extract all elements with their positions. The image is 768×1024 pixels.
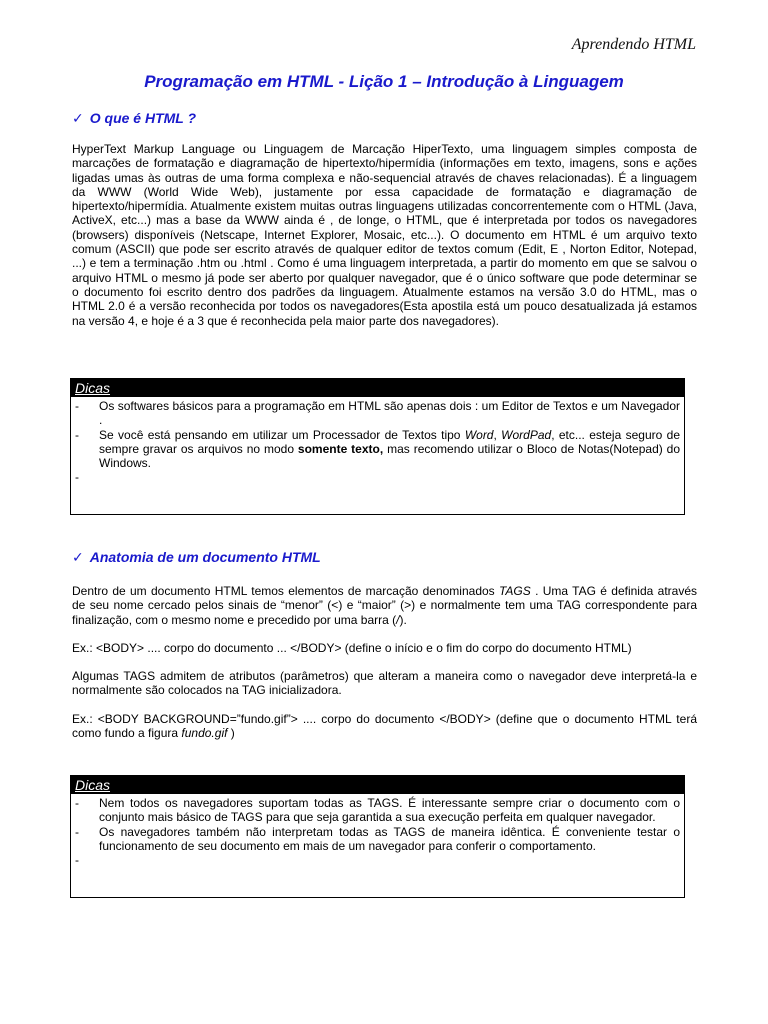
tips-item [75,428,680,471]
section-heading-anatomy [72,549,321,566]
text: Ex.: <BODY BACKGROUND=”fundo.gif”> .... corpo do documento </BODY> (define que o documento HTML terá como fundo a figura [72,711,697,741]
tips-item-text: , [493,427,502,442]
bold-term: somente texto, [297,441,384,456]
tips-item [75,399,680,428]
italic-term: / [396,612,400,627]
dash-bullet: - [75,853,79,868]
checkmark-icon: ✓ [72,549,84,565]
paragraph: Algumas TAGS admitem de atributos (parâmetros) que alteram a maneira como o navegador deve interpretá-la e normalmente são colocados na TAG inicializadora. [72,669,697,698]
italic-term: TAGS [498,584,531,598]
text: Dentro de um documento HTML temos elementos de marcação denominados [72,584,499,598]
tips-item [75,796,680,825]
italic-term: WordPad [501,427,552,442]
text: ) [227,726,235,741]
tips-heading: Dicas [71,379,684,397]
italic-term: Word [464,427,494,442]
tips-list [71,397,684,485]
checkmark-icon: ✓ [72,110,84,126]
header-running-title: Aprendendo HTML [571,36,696,53]
section-body-what-is-html [72,142,697,328]
tips-item-text: Se você está pensando em utilizar um Processador de Textos tipo [99,427,465,442]
tips-heading: Dicas [71,776,684,794]
section-heading-text: O que é HTML ? [89,110,197,126]
paragraph-example: Ex.: <BODY> .... corpo do documento ... </BODY> (define o início e o fim do corpo do documento HTML) [72,640,632,655]
tips-box [70,378,685,515]
page-title: Programação em HTML - Lição 1 – Introdução à Linguagem [144,72,624,91]
tips-item-text: Nem todos os navegadores suportam todas as TAGS. É interessante sempre criar o documento com o conjunto mais básico de TAGS para que seja garantida a sua execução perfeita em qualquer navegador. [99,796,680,825]
dash-bullet: - [75,796,79,810]
text: ). [399,612,407,627]
tips-box [70,775,685,898]
section-body-anatomy [72,584,697,740]
italic-term: fundo.gif [181,726,228,741]
section-heading-what-is-html [72,110,196,127]
tips-item-text: Os navegadores também não interpretam todas as TAGS de maneira idêntica. É conveniente testar o funcionamento de seu documento em mais de um navegador para conferir o comportamento. [99,824,680,853]
tips-item [75,825,680,854]
paragraph-example [72,712,697,741]
paragraph [72,584,697,627]
text: . Uma TAG é definida através de seu nome cercado pelos sinais de “menor” (<) e “maior” (>) e normalmente tem uma TAG correspondente para finalização, com o mesmo nome e precedido por uma barra ( [72,584,697,627]
tips-list [71,794,684,868]
paragraph: HyperText Markup Language ou Linguagem de Marcação HiperTexto, uma linguagem simples composta de marcações de formatação e diagramação de hipertexto/hipermídia (informações em texto, imagens, sons e ações ligadas umas às outras de uma forma complexa e não-sequencial através de chaves relacionadas). É a linguagem da WWW (World Wide Web), justamente por essa capacidade de formatação e diagramação de hipertexto/hipermídia. Atualmente existem muitas outras linguagens utilizadas concorrentemente com o HTML (Java, ActiveX, etc...) mas a base da WWW ainda é , de longe, o HTML, que é interpretada por todos os navegadores (browsers) disponíveis (Netscape, Internet Explorer, Mosaic, etc...). O documento em HTML é um arquivo texto comum (ASCII) que pode ser escrito através de qualquer editor de textos comum (Edit, E , Norton Editor, Notepad, ...) e tem a terminação .htm ou .html . Como é uma linguagem interpretada, a partir do momento em que se salvou o arquivo HTML o mesmo já pode ser aberto por qualquer navegador, que é o único software que pode determinar se o documento foi escrito dentro dos padrões da linguagem. Atualmente estamos na versão 3.0 do HTML, mas o HTML 2.0 é a versão reconhecida por todos os navegadores(Esta apostila está um pouco desatualizada já estamos na versão 4, e hoje é a 3 que é reconhecida pela maior parte dos navegadores). [72,142,697,328]
tips-item-text: mas recomendo utilizar o Bloco de Notas(Notepad) do Windows. [99,441,681,471]
tips-item-text: , etc... esteja seguro de sempre gravar os arquivos no modo [99,427,681,456]
dash-bullet: - [75,427,79,442]
section-heading-text: Anatomia de um documento HTML [89,549,321,565]
dash-bullet: - [75,399,79,413]
dash-bullet: - [75,824,79,839]
dash-bullet: - [75,470,79,485]
tips-item-text: Os softwares básicos para a programação em HTML são apenas dois : um Editor de Textos e um Navegador . [99,399,680,428]
